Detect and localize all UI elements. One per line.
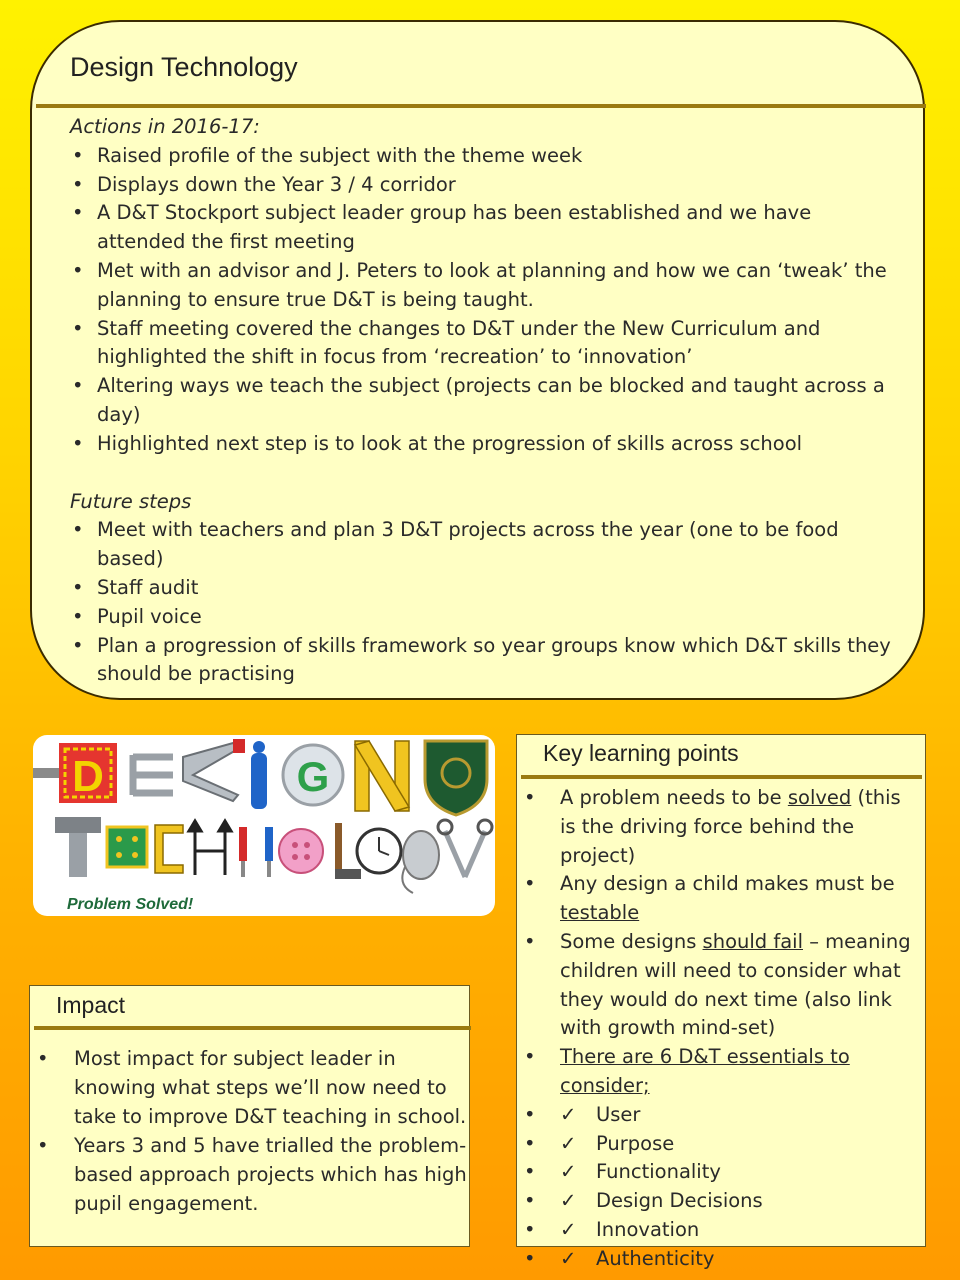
actions-heading: Actions in 2016-17: (70, 115, 260, 138)
logo-saw-s (183, 743, 238, 801)
impact-box (29, 985, 470, 1247)
essential-label: User (596, 1102, 641, 1126)
list-item: • Staff audit (70, 574, 900, 603)
logo-shield (425, 741, 487, 815)
list-item: • A D&T Stockport subject leader group has been established and we have attended the first meeting (70, 199, 900, 257)
essential-item (560, 1130, 922, 1159)
panel-content (70, 113, 900, 689)
point-emphasis: testable (560, 901, 640, 925)
essential-item (560, 1245, 922, 1274)
list-item (560, 1043, 922, 1273)
logo-letter-d: D (72, 752, 104, 801)
impact-title: Impact (56, 992, 126, 1018)
logo-circuit-e (107, 827, 147, 867)
logo-letter-e2: E (127, 885, 128, 886)
list-item: • Pupil voice (70, 603, 900, 632)
title-divider (36, 104, 926, 108)
logo-letter-s: S (213, 815, 214, 816)
design-technology-logo (33, 735, 495, 916)
check-icon: • ✓ (560, 1217, 577, 1241)
list-item: • Met with an advisor and J. Peters to look at planning and how we can ‘tweak’ the planning to ensure true D&T is being taught. (70, 257, 900, 315)
logo-letter-n2: N (256, 885, 257, 886)
point-text: Any design a child makes must be (560, 872, 895, 896)
list-item: • Plan a progression of skills framework so year groups know which D&T skills they should be practising (70, 632, 900, 690)
logo-letter-o: O (301, 885, 302, 886)
impact-list (74, 1044, 469, 1218)
list-item: • Highlighted next step is to look at the progression of skills across school (70, 430, 900, 459)
logo-letter-o2: O (379, 885, 380, 886)
key-learning-title: Key learning points (543, 740, 739, 766)
point-emphasis: There are 6 D&T essentials to consider; (560, 1045, 850, 1097)
list-item (560, 870, 922, 928)
logo-letter-h: H (210, 885, 211, 886)
point-emphasis: solved (787, 786, 852, 809)
logo-ruler-n (355, 741, 409, 811)
logo-saw-handle (233, 739, 245, 753)
page-title: Design Technology (70, 52, 298, 82)
actions-list (70, 142, 900, 459)
logo-tagline: Problem Solved! (67, 896, 194, 913)
logo-h-arrows (189, 821, 231, 875)
key-learning-box (516, 734, 926, 1270)
list-item: • Most impact for subject leader in knowing what steps we’ll now need to take to improve D&T teaching in school. (74, 1044, 469, 1131)
logo-letter-g: G (296, 753, 330, 800)
impact-divider (34, 1026, 471, 1030)
essential-label: Authenticity (596, 1246, 715, 1270)
logo-letter-l: L (348, 885, 349, 886)
check-icon: • ✓ (560, 1102, 577, 1126)
essential-label: Functionality (596, 1160, 721, 1184)
future-steps-heading: Future steps (70, 489, 192, 513)
check-icon: • ✓ (560, 1131, 577, 1155)
essential-item (560, 1158, 922, 1187)
logo-screwdriver-n (239, 827, 273, 877)
check-icon: • ✓ (560, 1160, 577, 1184)
logo-graphic (33, 735, 495, 916)
list-item (560, 784, 922, 870)
spacer (70, 459, 900, 488)
key-learning-list (560, 784, 922, 1274)
logo-letter-i: I (259, 815, 260, 816)
logo-mouse-g (402, 831, 439, 893)
logo-letter-e: E (152, 815, 154, 816)
essential-item (560, 1101, 922, 1130)
point-text: Some designs (560, 929, 703, 953)
point-text: A problem needs to be (560, 786, 788, 809)
check-icon: • ✓ (560, 1189, 577, 1213)
logo-scissors-y (438, 820, 492, 877)
essential-label: Innovation (596, 1217, 700, 1241)
point-emphasis: should fail (702, 929, 803, 953)
logo-letter-t: T (78, 885, 79, 886)
list-item: • Staff meeting covered the changes to D&T under the New Curriculum and highlighted the shift in focus from ‘recreation’ to ‘innovation’ (70, 315, 900, 373)
logo-pepper-mill-top (253, 741, 265, 753)
essential-label: Purpose (596, 1131, 675, 1155)
list-item: • Meet with teachers and plan 3 D&T projects across the year (one to be food based) (70, 516, 900, 574)
essentials-list (560, 1101, 922, 1274)
essential-label: Design Decisions (596, 1189, 763, 1213)
key-learning-divider (521, 775, 922, 779)
point-text: (this is the driving force behind the project) (560, 786, 901, 867)
logo-pepper-mill-i (251, 753, 267, 809)
logo-clock-o (357, 829, 401, 873)
list-item (560, 928, 922, 1043)
check-icon: • ✓ (560, 1246, 577, 1270)
logo-c-letter (155, 825, 183, 873)
list-item: • Years 3 and 5 have trialled the problem-based approach projects which has high pupil engagement. (74, 1131, 469, 1218)
logo-key-shaft (33, 768, 59, 778)
future-steps-list (70, 516, 900, 689)
logo-e-tools (133, 755, 173, 795)
essential-item (560, 1216, 922, 1245)
logo-letter-n: N (382, 815, 383, 816)
logo-letter-g2: G (421, 885, 422, 886)
essential-item (560, 1187, 922, 1216)
logo-bolt-t (55, 817, 101, 877)
logo-letter-c: C (169, 885, 170, 886)
logo-letter-y: Y (465, 885, 466, 886)
logo-button-o (279, 829, 323, 873)
list-item: • Displays down the Year 3 / 4 corridor (70, 171, 900, 200)
list-item: • Raised profile of the subject with the theme week (70, 142, 900, 171)
point-text: – meaning children will need to consider what they would do next time (also link with growth mind-set) (560, 929, 911, 1040)
list-item: • Altering ways we teach the subject (projects can be blocked and taught across a day) (70, 372, 900, 430)
